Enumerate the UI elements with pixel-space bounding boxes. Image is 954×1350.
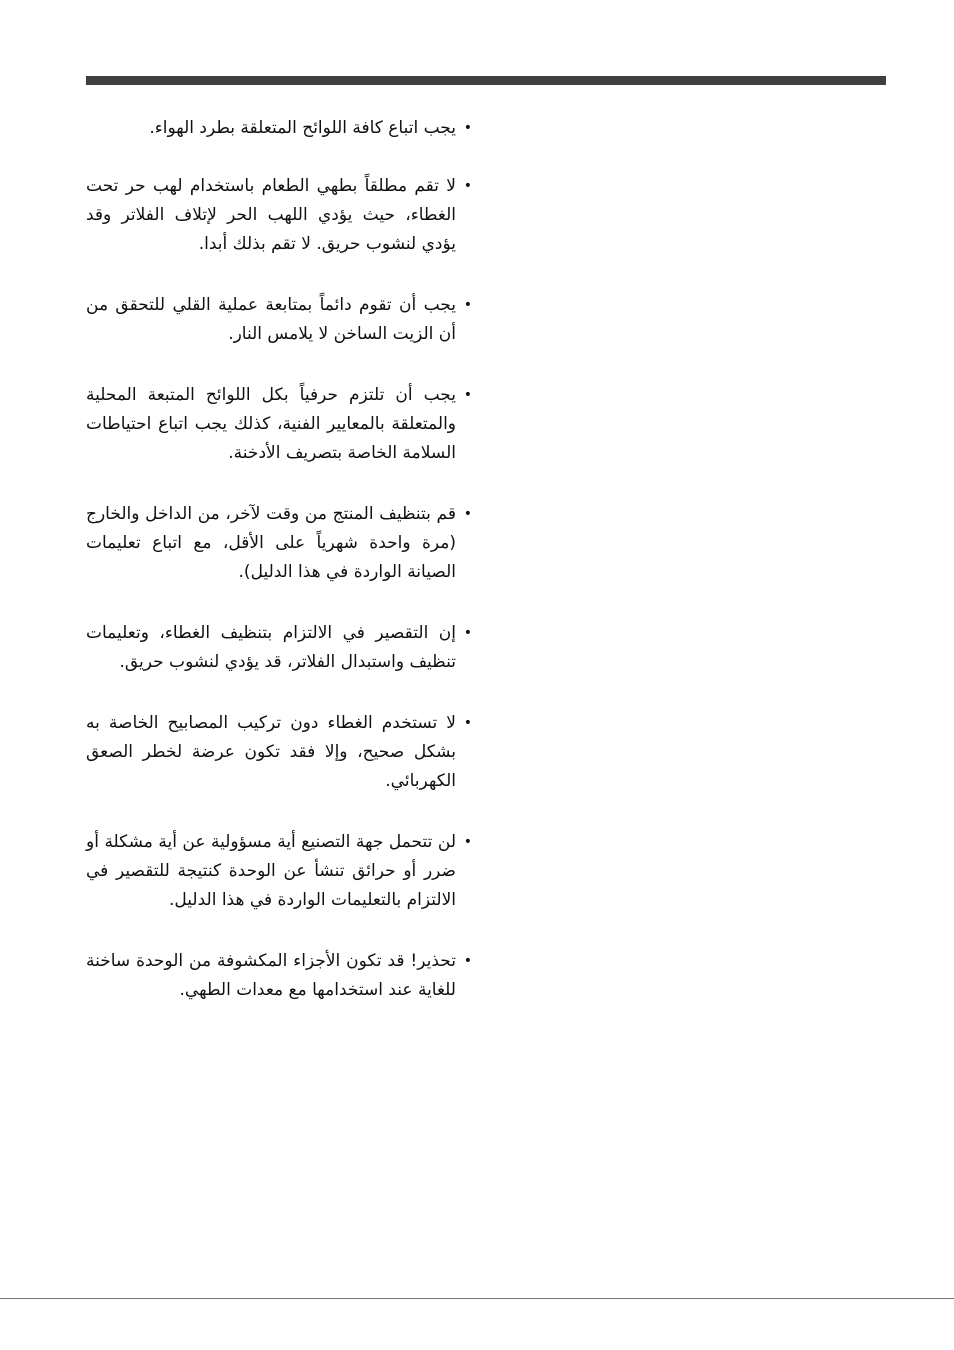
bottom-rule (0, 1298, 954, 1299)
list-item (86, 172, 472, 259)
bullet-icon: • (463, 297, 472, 313)
warning-text: يجب أن تقوم دائماً بمتابعة عملية القلي للتحقق من أن الزيت الساخن لا يلامس النار. (86, 295, 456, 344)
warning-text: يجب أن تلتزم حرفياً بكل اللوائح المتبعة المحلية والمتعلقة بالمعايير الفنية، كذلك يجب اتباع احتياطات السلامة الخاصة بتصريف الأدخنة. (86, 385, 456, 463)
list-item (86, 500, 472, 587)
bullet-icon: • (463, 178, 472, 194)
bullet-icon: • (463, 506, 472, 522)
bullet-icon: • (463, 625, 472, 641)
top-rule (86, 76, 886, 85)
warning-list (86, 114, 472, 1005)
list-item (86, 291, 472, 349)
warning-text: تحذير! قد تكون الأجزاء المكشوفة من الوحدة ساخنة للغاية عند استخدامها مع معدات الطهي. (86, 951, 456, 1000)
bullet-icon: • (463, 387, 472, 403)
warning-text: قم بتنظيف المنتج من وقت لآخر، من الداخل والخارج (مرة واحدة شهرياً على الأقل، مع اتباع تعليمات الصيانة الواردة في هذا الدليل). (86, 504, 456, 582)
list-item (86, 619, 472, 677)
warning-text: إن التقصير في الالتزام بتنظيف الغطاء، وتعليمات تنظيف واستبدال الفلاتر، قد يؤدي لنشوب حريق. (86, 623, 456, 672)
list-item (86, 114, 472, 143)
list-item (86, 709, 472, 796)
bullet-icon: • (463, 120, 472, 136)
bullet-icon: • (463, 953, 472, 969)
warning-text: لن تتحمل جهة التصنيع أية مسؤولية عن أية مشكلة أو ضرر أو حرائق تنشأ عن الوحدة كنتيجة للتقصير في الالتزام بالتعليمات الواردة في هذا الدليل. (86, 832, 456, 910)
warning-text: لا تقم مطلقاً بطهي الطعام باستخدام لهب حر تحت الغطاء، حيث يؤدي اللهب الحر لإتلاف الفلاتر وقد يؤدي لنشوب حريق. لا تقم بذلك أبدا. (86, 176, 456, 254)
list-item (86, 381, 472, 468)
bullet-icon: • (463, 834, 472, 850)
list-item (86, 828, 472, 915)
bullet-icon: • (463, 715, 472, 731)
list-item (86, 947, 472, 1005)
warning-text: يجب اتباع كافة اللوائح المتعلقة بطرد الهواء. (149, 118, 456, 138)
warning-text: لا تستخدم الغطاء دون تركيب المصابيح الخاصة به بشكل صحيح، وإلا فقد تكون عرضة لخطر الصعق الكهربائي. (86, 713, 456, 791)
warnings-section (86, 114, 472, 1005)
